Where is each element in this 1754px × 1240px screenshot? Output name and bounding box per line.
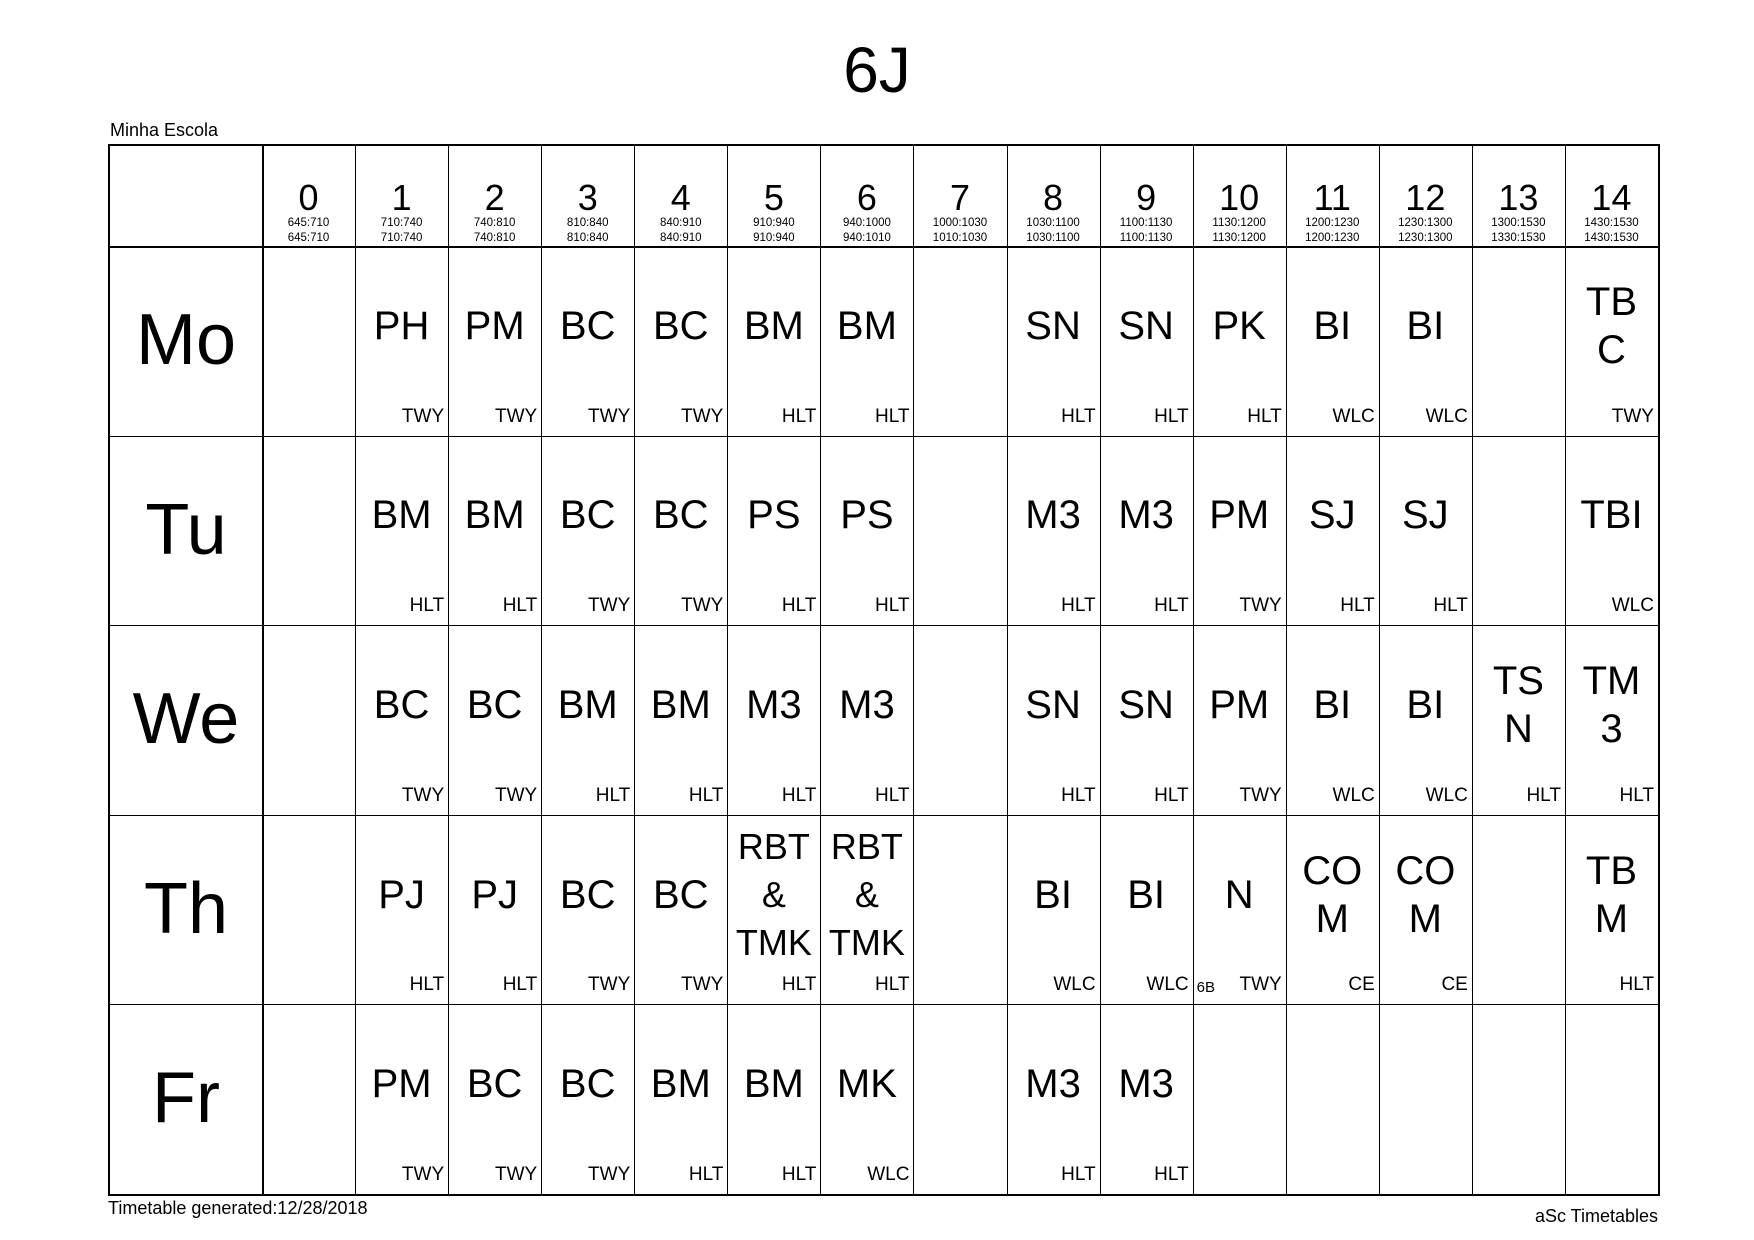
- subject-code: BC: [559, 303, 616, 348]
- period-time-2: 910:940: [753, 232, 795, 244]
- subject-code: BM: [743, 303, 804, 348]
- subject-code: M3: [1118, 1062, 1174, 1107]
- room-code: TWY: [588, 1163, 631, 1185]
- period-time-2: 1010:1030: [932, 232, 988, 244]
- subject-code: N: [1503, 706, 1533, 751]
- subject-code: M3: [1118, 493, 1174, 538]
- lesson-cell[interactable]: [1193, 815, 1286, 1005]
- timetable-grid: [108, 144, 1660, 1196]
- room-code: HLT: [409, 595, 445, 617]
- subject-code: BI: [1313, 303, 1352, 348]
- lesson-cell[interactable]: [541, 1004, 634, 1194]
- room-code: HLT: [781, 784, 817, 806]
- room-code: HLT: [1154, 784, 1189, 806]
- room-code: HLT: [1340, 595, 1375, 617]
- room-code: TWY: [681, 595, 724, 617]
- period-header: [1007, 146, 1100, 246]
- lesson-cell[interactable]: [1472, 625, 1565, 815]
- room-code: TWY: [1239, 784, 1282, 806]
- subject-code: TMK: [735, 921, 812, 963]
- lesson-cell[interactable]: [1379, 815, 1472, 1005]
- period-number: 14: [1591, 177, 1632, 218]
- subject-code: M3: [746, 682, 802, 727]
- subject-code: BI: [1313, 682, 1352, 727]
- subject-code: BM: [557, 682, 618, 727]
- lesson-cell[interactable]: [634, 625, 727, 815]
- day-label: Tu: [145, 489, 227, 570]
- lesson-cell[interactable]: [1100, 625, 1193, 815]
- subject-code: BC: [559, 1062, 616, 1107]
- subject-code: RBT: [830, 825, 903, 867]
- lesson-cell[interactable]: [355, 1004, 448, 1194]
- room-code: HLT: [409, 974, 445, 996]
- lesson-cell[interactable]: [1286, 625, 1379, 815]
- subject-code: BM: [743, 1062, 804, 1107]
- room-code: TWY: [494, 784, 538, 806]
- brand-label: aSc Timetables: [1534, 1206, 1658, 1226]
- lesson-cell[interactable]: [541, 246, 634, 436]
- lesson-cell[interactable]: [820, 815, 913, 1005]
- room-code: HLT: [1061, 1163, 1096, 1185]
- period-time-1: 645:710: [287, 217, 330, 229]
- room-code: HLT: [1154, 405, 1189, 427]
- period-header: [448, 146, 541, 246]
- period-time-2: 940:1010: [842, 232, 891, 244]
- room-code: WLC: [1146, 974, 1189, 996]
- period-time-1: 740:810: [473, 217, 516, 229]
- room-code: HLT: [502, 595, 538, 617]
- lesson-cell[interactable]: [1007, 1004, 1100, 1194]
- lesson-cell[interactable]: [727, 1004, 820, 1194]
- room-code: HLT: [1619, 974, 1654, 996]
- lesson-cell[interactable]: [1379, 246, 1472, 436]
- subject-code: BM: [650, 1062, 711, 1107]
- subject-code: MK: [836, 1062, 897, 1107]
- lesson-cell[interactable]: [1286, 815, 1379, 1005]
- subject-code: &: [761, 873, 786, 915]
- subject-code: PM: [1209, 493, 1270, 538]
- room-code: WLC: [1425, 405, 1468, 427]
- period-time-1: 910:940: [753, 217, 795, 229]
- room-code: WLC: [1053, 974, 1096, 996]
- subject-code: M: [1408, 896, 1442, 941]
- lesson-cell[interactable]: [634, 815, 727, 1005]
- period-number: 9: [1136, 177, 1157, 218]
- period-number: 10: [1219, 177, 1260, 218]
- subject-code: 3: [1600, 706, 1623, 751]
- lesson-cell[interactable]: [1100, 246, 1193, 436]
- subject-code: SJ: [1308, 493, 1356, 538]
- subject-code: M3: [1025, 493, 1081, 538]
- period-number: 11: [1313, 177, 1351, 218]
- room-code: TWY: [588, 974, 631, 996]
- lesson-cell[interactable]: [820, 246, 913, 436]
- subject-code: PM: [464, 303, 525, 348]
- lesson-cell[interactable]: [355, 815, 448, 1005]
- room-code: HLT: [688, 1163, 724, 1185]
- subject-code: RBT: [737, 825, 810, 867]
- room-code: CE: [1441, 974, 1468, 996]
- period-number: 6: [856, 177, 877, 218]
- lesson-cell[interactable]: [1007, 246, 1100, 436]
- period-header: [262, 146, 355, 246]
- period-number: 12: [1405, 177, 1446, 218]
- subject-code: BC: [653, 872, 709, 917]
- room-code: HLT: [874, 784, 910, 806]
- period-time-1: 1100:1130: [1119, 217, 1173, 229]
- subject-code: PJ: [378, 872, 425, 917]
- period-time-1: 940:1000: [842, 217, 891, 229]
- lesson-cell[interactable]: [448, 1004, 541, 1194]
- lesson-cell[interactable]: [1007, 625, 1100, 815]
- subject-code: PM: [371, 1062, 432, 1107]
- subject-code: M: [1315, 896, 1349, 941]
- room-code: HLT: [874, 974, 910, 996]
- period-time-1: 1200:1230: [1305, 217, 1360, 229]
- room-code: HLT: [1619, 784, 1654, 806]
- lesson-cell[interactable]: [1193, 436, 1286, 626]
- lesson-cell[interactable]: [448, 246, 541, 436]
- grid-vline: [262, 146, 264, 1194]
- room-code: HLT: [781, 974, 817, 996]
- period-header: [1379, 146, 1472, 246]
- period-time-1: 840:910: [660, 217, 702, 229]
- room-code: TWY: [588, 405, 631, 427]
- period-number: 2: [484, 177, 505, 218]
- period-time-2: 1100:1130: [1119, 232, 1173, 244]
- period-time-2: 645:710: [287, 232, 330, 244]
- period-time-1: 1230:1300: [1398, 217, 1453, 229]
- period-number: 13: [1498, 177, 1539, 218]
- room-code: HLT: [874, 595, 910, 617]
- period-number: 0: [298, 177, 319, 218]
- period-time-2: 840:910: [660, 232, 702, 244]
- lesson-cell[interactable]: [727, 436, 820, 626]
- period-time-1: 1130:1200: [1212, 217, 1266, 229]
- subject-code: &: [854, 873, 879, 915]
- timetable-title: 6J: [843, 34, 911, 106]
- period-header: [727, 146, 820, 246]
- subject-code: BI: [1034, 872, 1072, 917]
- period-number: 4: [670, 177, 691, 218]
- lesson-cell[interactable]: [1100, 815, 1193, 1005]
- lesson-cell[interactable]: [727, 246, 820, 436]
- room-code: WLC: [867, 1163, 910, 1185]
- subject-code: M3: [839, 682, 895, 727]
- period-header: [913, 146, 1006, 246]
- room-code: TWY: [681, 974, 724, 996]
- lesson-cell[interactable]: [727, 625, 820, 815]
- room-code: TWY: [494, 405, 538, 427]
- period-header: [634, 146, 727, 246]
- period-time-2: 710:740: [380, 232, 423, 244]
- lesson-cell[interactable]: [541, 815, 634, 1005]
- lesson-cell[interactable]: [1007, 436, 1100, 626]
- period-header: [541, 146, 634, 246]
- lesson-cell[interactable]: [1379, 436, 1472, 626]
- lesson-cell[interactable]: [1100, 1004, 1193, 1194]
- subject-code: M3: [1025, 1062, 1081, 1107]
- period-header: [1286, 146, 1379, 246]
- lesson-cell[interactable]: [727, 815, 820, 1005]
- subject-code: BM: [836, 303, 897, 348]
- room-code: WLC: [1332, 784, 1375, 806]
- lesson-cell[interactable]: [355, 436, 448, 626]
- period-time-2: 1230:1300: [1398, 232, 1453, 244]
- day-label: We: [132, 679, 240, 760]
- period-time-2: 740:810: [473, 232, 516, 244]
- subject-code: TS: [1492, 658, 1544, 703]
- period-time-1: 1000:1030: [932, 217, 988, 229]
- lesson-cell[interactable]: [448, 815, 541, 1005]
- room-code: TWY: [401, 405, 445, 427]
- subject-code: SJ: [1401, 493, 1449, 538]
- lesson-cell[interactable]: [1193, 246, 1286, 436]
- subject-code: BC: [559, 493, 616, 538]
- lesson-cell[interactable]: [1565, 815, 1658, 1005]
- day-label: Th: [143, 868, 229, 949]
- period-time-1: 1430:1530: [1584, 217, 1639, 229]
- room-code: HLT: [1061, 595, 1096, 617]
- lesson-cell[interactable]: [1100, 436, 1193, 626]
- period-header: [1565, 146, 1658, 246]
- day-label: Mo: [135, 300, 237, 380]
- period-time-2: 810:840: [566, 232, 609, 244]
- period-header: [820, 146, 913, 246]
- room-code: HLT: [781, 405, 817, 427]
- period-time-2: 1330:1530: [1491, 232, 1546, 244]
- lesson-cell[interactable]: [820, 436, 913, 626]
- room-code: HLT: [1526, 784, 1561, 806]
- group-code: 6B: [1196, 979, 1216, 997]
- subject-code: N: [1224, 872, 1254, 917]
- lesson-cell[interactable]: [1286, 436, 1379, 626]
- room-code: HLT: [1154, 595, 1189, 617]
- lesson-cell[interactable]: [1565, 436, 1658, 626]
- subject-code: PM: [1209, 682, 1270, 727]
- room-code: WLC: [1425, 784, 1468, 806]
- subject-code: TB: [1585, 848, 1638, 893]
- subject-code: SN: [1118, 303, 1174, 348]
- subject-code: SN: [1025, 303, 1081, 348]
- room-code: HLT: [688, 784, 724, 806]
- room-code: HLT: [595, 784, 631, 806]
- subject-code: BI: [1406, 682, 1445, 727]
- room-code: CE: [1348, 974, 1375, 996]
- subject-code: PJ: [471, 872, 518, 917]
- subject-code: SN: [1025, 682, 1081, 727]
- period-number: 1: [391, 177, 412, 218]
- period-time-2: 1200:1230: [1305, 232, 1360, 244]
- subject-code: PH: [373, 303, 430, 348]
- period-time-2: 1130:1200: [1212, 232, 1266, 244]
- subject-code: PS: [747, 493, 801, 538]
- room-code: HLT: [1061, 784, 1096, 806]
- period-header: [355, 146, 448, 246]
- room-code: TWY: [401, 784, 445, 806]
- subject-code: BC: [466, 682, 523, 727]
- subject-code: PK: [1212, 303, 1266, 348]
- room-code: TWY: [1239, 595, 1282, 617]
- subject-code: BI: [1406, 303, 1445, 348]
- lesson-cell[interactable]: [634, 1004, 727, 1194]
- subject-code: BM: [371, 493, 432, 538]
- lesson-cell[interactable]: [448, 625, 541, 815]
- period-time-1: 710:740: [380, 217, 423, 229]
- lesson-cell[interactable]: [1193, 625, 1286, 815]
- lesson-cell[interactable]: [634, 436, 727, 626]
- period-time-2: 1030:1100: [1026, 232, 1080, 244]
- lesson-cell[interactable]: [1286, 246, 1379, 436]
- period-header: [1193, 146, 1286, 246]
- period-number: 8: [1043, 177, 1064, 218]
- period-time-1: 1030:1100: [1026, 217, 1080, 229]
- room-code: HLT: [502, 974, 538, 996]
- lesson-cell[interactable]: [541, 436, 634, 626]
- lesson-cell[interactable]: [541, 625, 634, 815]
- subject-code: M: [1594, 896, 1629, 941]
- room-code: TWY: [494, 1163, 538, 1185]
- room-code: HLT: [781, 1163, 817, 1185]
- subject-code: SN: [1118, 682, 1174, 727]
- period-number: 7: [949, 177, 970, 218]
- room-code: HLT: [781, 595, 817, 617]
- room-code: WLC: [1611, 595, 1654, 617]
- period-number: 3: [577, 177, 598, 218]
- lesson-cell[interactable]: [820, 625, 913, 815]
- subject-code: BC: [653, 303, 709, 348]
- subject-code: BC: [466, 1062, 523, 1107]
- subject-code: BI: [1127, 872, 1166, 917]
- subject-code: BC: [373, 682, 430, 727]
- period-header: [1100, 146, 1193, 246]
- subject-code: BM: [464, 493, 525, 538]
- day-label: Fr: [152, 1058, 220, 1139]
- lesson-cell[interactable]: [1565, 246, 1658, 436]
- subject-code: C: [1597, 327, 1626, 372]
- subject-code: TMK: [828, 921, 905, 963]
- lesson-cell[interactable]: [355, 246, 448, 436]
- room-code: WLC: [1332, 405, 1375, 427]
- lesson-cell[interactable]: [634, 246, 727, 436]
- period-time-1: 1300:1530: [1491, 217, 1546, 229]
- room-code: TWY: [681, 405, 724, 427]
- lesson-cell[interactable]: [448, 436, 541, 626]
- lesson-cell[interactable]: [1379, 625, 1472, 815]
- school-name: Minha Escola: [110, 120, 219, 140]
- lesson-cell[interactable]: [355, 625, 448, 815]
- room-code: TWY: [1611, 405, 1654, 427]
- subject-code: TB: [1585, 279, 1638, 324]
- period-time-2: 1430:1530: [1584, 232, 1639, 244]
- generated-date: Timetable generated:12/28/2018: [108, 1198, 368, 1218]
- subject-code: TM: [1582, 658, 1641, 703]
- subject-code: CO: [1395, 848, 1456, 893]
- room-code: TWY: [588, 595, 631, 617]
- room-code: HLT: [1433, 595, 1468, 617]
- subject-code: BM: [650, 682, 711, 727]
- room-code: HLT: [1154, 1163, 1189, 1185]
- lesson-cell[interactable]: [1007, 815, 1100, 1005]
- subject-code: CO: [1302, 848, 1363, 893]
- subject-code: BC: [653, 493, 709, 538]
- room-code: HLT: [1247, 405, 1282, 427]
- room-code: TWY: [1239, 974, 1282, 996]
- subject-code: BC: [559, 872, 616, 917]
- room-code: HLT: [874, 405, 910, 427]
- subject-code: PS: [840, 493, 894, 538]
- lesson-cell[interactable]: [1565, 625, 1658, 815]
- room-code: TWY: [401, 1163, 445, 1185]
- lesson-cell[interactable]: [820, 1004, 913, 1194]
- room-code: HLT: [1061, 405, 1096, 427]
- period-number: 5: [763, 177, 784, 218]
- grid-vline: [913, 146, 914, 1194]
- period-header: [1472, 146, 1565, 246]
- subject-code: TBI: [1580, 493, 1643, 538]
- period-time-1: 810:840: [566, 217, 609, 229]
